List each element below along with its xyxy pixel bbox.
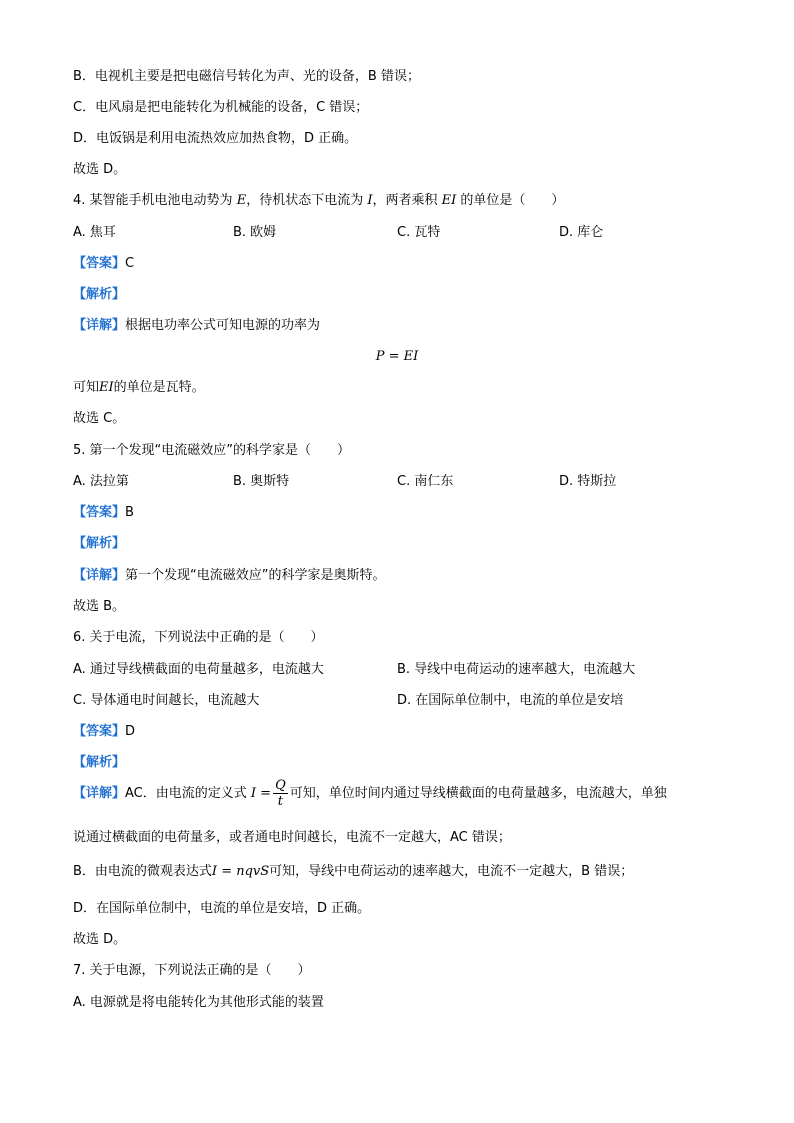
q3-choice: 故选 D。: [73, 162, 127, 177]
q6-option-d-explanation: D．在国际单位制中，电流的单位是安培，D 正确。: [73, 901, 371, 916]
q6-option-b-explanation: [73, 864, 633, 880]
q5-option-c: C. 南仁东: [397, 474, 454, 489]
q6-b-pre: B．由电流的微观表达式: [73, 864, 212, 879]
q6-detail-line1: [73, 778, 667, 809]
q6-stem: 6. 关于电流，下列说法中正确的是（ ）: [73, 630, 324, 645]
q4-stem-mid2: ，两者乘积: [372, 193, 438, 208]
q4-conclusion-symbol: EI: [99, 380, 114, 395]
q4-symbol-i: I: [367, 193, 373, 208]
q6-option-d: D. 在国际单位制中，电流的单位是安培: [397, 693, 624, 708]
q5-answer: [73, 505, 134, 521]
q4-answer: [73, 256, 134, 272]
q3-option-d-explanation: D．电饭锅是利用电流热效应加热食物，D 正确。: [73, 131, 358, 146]
q6-option-b: B. 导线中电荷运动的速率越大，电流越大: [397, 662, 636, 677]
q4-stem: [73, 193, 564, 209]
q5-detail-text: 第一个发现“电流磁效应”的科学家是奥斯特。: [125, 568, 386, 583]
q4-stem-post: 的单位是（ ）: [460, 193, 565, 208]
q4-formula: P = EI: [375, 349, 419, 364]
q3-option-b-explanation: B．电视机主要是把电磁信号转化为声、光的设备，B 错误；: [73, 69, 420, 84]
q6-analysis-tag: 【解析】: [73, 755, 126, 770]
q6-detail-pre: AC．由电流的定义式: [125, 786, 247, 801]
q5-analysis: [73, 536, 125, 552]
q6-choice: 故选 D。: [73, 932, 127, 947]
q5-option-b: B. 奥斯特: [233, 474, 290, 489]
q5-analysis-tag: 【解析】: [73, 536, 126, 551]
q5-answer-value: B: [125, 505, 134, 520]
q4-symbol-e: E: [236, 193, 247, 208]
q6-answer-value: D: [125, 724, 136, 739]
q5-stem: 5. 第一个发现“电流磁效应”的科学家是（ ）: [73, 443, 351, 458]
q4-analysis: [73, 287, 125, 303]
q4-stem-pre: 4. 某智能手机电池电动势为: [73, 193, 233, 208]
q4-conclusion-post: 的单位是瓦特。: [113, 380, 205, 395]
q4-analysis-tag: 【解析】: [73, 287, 126, 302]
q4-detail-tag: 【详解】: [73, 318, 126, 333]
q5-option-d: D. 特斯拉: [559, 474, 617, 489]
q4-stem-mid1: ，待机状态下电流为: [246, 193, 364, 208]
q6-fraction-denominator: t: [277, 794, 284, 809]
q3-option-c-explanation: C．电风扇是把电能转化为机械能的设备，C 错误；: [73, 100, 369, 115]
q4-detail: [73, 318, 320, 334]
q6-b-formula: I = nqvS: [211, 864, 270, 879]
q5-choice: 故选 B。: [73, 599, 126, 614]
q6-analysis: [73, 755, 125, 771]
q4-conclusion-pre: 可知: [73, 380, 100, 395]
q4-detail-text: 根据电功率公式可知电源的功率为: [125, 318, 321, 333]
q5-answer-tag: 【答案】: [73, 505, 126, 520]
q6-answer-tag: 【答案】: [73, 724, 126, 739]
q6-answer: [73, 724, 135, 740]
q4-answer-value: C: [125, 256, 135, 271]
q4-choice: 故选 C。: [73, 411, 126, 426]
q6-b-post: 可知，导线中电荷运动的速率越大，电流不一定越大，B 错误；: [269, 864, 634, 879]
q5-detail: [73, 568, 386, 584]
q5-detail-tag: 【详解】: [73, 568, 126, 583]
q6-detail-post: 可知，单位时间内通过导线横截面的电荷量越多，电流越大，单独: [289, 786, 667, 801]
q6-fraction: [273, 778, 288, 809]
q6-fraction-numerator: Q: [275, 778, 286, 793]
q4-conclusion: [73, 380, 205, 396]
q4-option-a: A. 焦耳: [73, 225, 116, 240]
q4-option-b: B. 欧姆: [233, 225, 277, 240]
q6-detail-line2: 说通过横截面的电荷量多，或者通电时间越长，电流不一定越大，AC 错误；: [73, 830, 511, 845]
q7-option-a: A. 电源就是将电能转化为其他形式能的装置: [73, 995, 324, 1010]
q4-option-c: C. 瓦特: [397, 225, 441, 240]
q4-option-d: D. 库仑: [559, 225, 604, 240]
q6-detail-tag: 【详解】: [73, 786, 126, 801]
q4-symbol-ei: EI: [441, 193, 457, 208]
q5-option-a: A. 法拉第: [73, 474, 129, 489]
q6-formula-lhs: I =: [250, 786, 272, 801]
q6-option-c: C. 导体通电时间越长，电流越大: [73, 693, 260, 708]
q4-answer-tag: 【答案】: [73, 256, 126, 271]
q7-stem: 7. 关于电源，下列说法正确的是（ ）: [73, 963, 311, 978]
q6-option-a: A. 通过导线横截面的电荷量越多，电流越大: [73, 662, 324, 677]
